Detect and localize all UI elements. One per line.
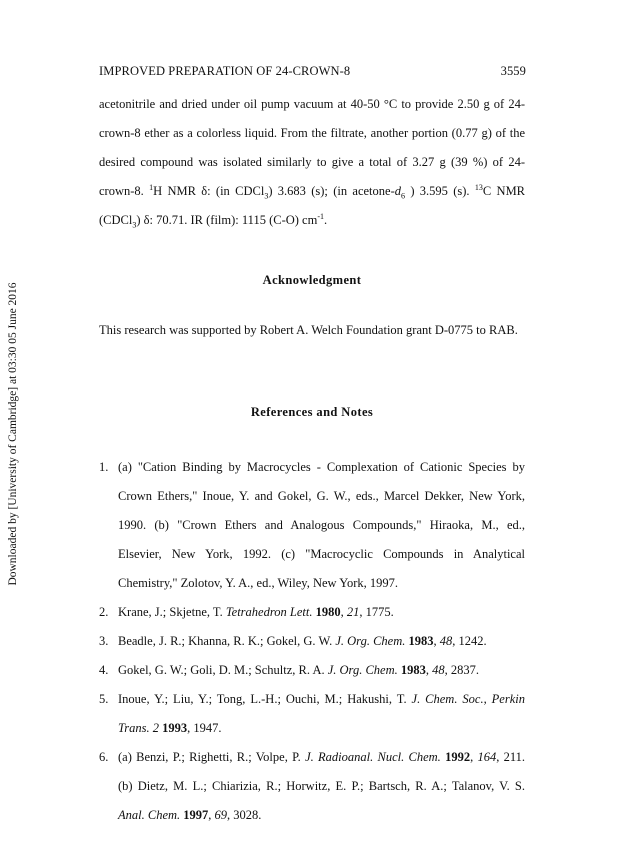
reference-item <box>99 656 525 685</box>
acknowledgment-text: This research was supported by Robert A. Welch Foundation grant D-0775 to RAB. <box>99 323 518 337</box>
reference-journal: Anal. Chem. <box>118 808 181 822</box>
reference-text: (a) Benzi, P.; Righetti, R.; Volpe, P. J. Radioanal. Nucl. Chem. 1992, 164, 211. (b) Dietz, M. L.; Chiarizia, R.; Horwitz, E. P.; Bartsch, R. A.; Talanov, V. S. Anal. Chem. 1997, 69, 3028. <box>118 750 526 822</box>
reference-text: Gokel, G. W.; Goli, D. M.; Schultz, R. A. J. Org. Chem. 1983, 48, 2837. <box>118 663 479 677</box>
acetone-d: d <box>394 184 401 198</box>
reference-authors: Inoue, Y.; Liu, Y.; Tong, L.-H.; Ouchi, M.; Hakushi, T. <box>118 692 412 706</box>
running-head-title: IMPROVED PREPARATION OF 24-CROWN-8 <box>99 64 351 78</box>
reference-pages: , 3028. <box>227 808 262 822</box>
reference-volume: 48 <box>439 634 453 648</box>
references-list <box>99 453 525 830</box>
reference-year: 1993 <box>162 721 188 735</box>
reference-journal: Tetrahedron Lett. <box>225 605 313 619</box>
reference-journal: J. Chem. Soc., Perkin Trans. 2 <box>118 692 525 735</box>
reference-authors: (a) Benzi, P.; Righetti, R.; Volpe, P. <box>118 750 306 764</box>
nmr-h-sup: 1 <box>149 182 154 192</box>
reference-volume: 48 <box>432 663 445 677</box>
acetone-d-sub: 6 <box>401 191 405 201</box>
reference-year: 1997 <box>183 808 209 822</box>
download-stamp <box>0 0 26 864</box>
reference-number: 6. <box>99 750 109 764</box>
reference-item <box>99 685 525 743</box>
reference-volume: 164 <box>477 750 497 764</box>
references-heading: References and Notes <box>250 405 374 419</box>
reference-year: 1980 <box>315 605 341 619</box>
reference-authors: Krane, J.; Skjetne, T. <box>118 605 226 619</box>
reference-item <box>99 743 525 830</box>
reference-item <box>99 598 525 627</box>
nmr-c-sup: 13 <box>474 182 483 192</box>
acknowledgment-heading: Acknowledgment <box>262 273 362 287</box>
reference-volume: 69 <box>214 808 228 822</box>
reference-authors: Beadle, J. R.; Khanna, R. K.; Gokel, G. W. <box>118 634 336 648</box>
nmr-h-rest2: ) 3.595 (s). <box>405 184 470 198</box>
reference-pages: , 211. <box>496 750 526 764</box>
reference-number: 1. <box>99 460 109 474</box>
cdcl-text: (CDCl <box>99 213 133 227</box>
experimental-text: acetonitrile and dried under oil pump vacuum at 40-50 °C to provide 2.50 g of 24-crown-8 ether as a colorless liquid. From the filtrate, another portion (0.77 g) of the desired compound was isolated similarly to give a total of 3.27 g (39 %) of 24-crown-8. <box>99 97 525 198</box>
download-stamp-text: Downloaded by [University of Cambridge] at 03:30 05 June 2016 <box>7 282 19 586</box>
reference-text: Beadle, J. R.; Khanna, R. K.; Gokel, G. W. J. Org. Chem. 1983, 48, 1242. <box>118 634 487 648</box>
reference-text: Krane, J.; Skjetne, T. Tetrahedron Lett. 1980, 21, 1775. <box>118 605 394 619</box>
nmr-h-sub: 3 <box>264 191 269 201</box>
reference-journal: J. Org. Chem. <box>335 634 406 648</box>
reference-volume: 21 <box>346 605 360 619</box>
reference-pages: , 1947. <box>187 721 222 735</box>
reference-authors: Gokel, G. W.; Goli, D. M.; Schultz, R. A. <box>118 663 328 677</box>
cdcl-sub: 3 <box>132 220 137 230</box>
reference-year: 1983 <box>408 634 434 648</box>
reference-pages: , 1775. <box>359 605 394 619</box>
nmr-h-rest: ) 3.683 (s); (in acetone- <box>268 184 395 198</box>
reference-number: 2. <box>99 605 109 619</box>
reference-journal: J. Org. Chem. <box>327 663 398 677</box>
running-head <box>99 64 526 79</box>
reference-year: 1983 <box>400 663 426 677</box>
reference-number: 5. <box>99 692 109 706</box>
reference-text: (a) "Cation Binding by Macrocycles - Complexation of Cationic Species by Crown Ethers," Inoue, Y. and Gokel, G. W., eds., Marcel Dekker, New York, 1990. (b) "Crown Ethers and Analogous Compounds," Hiraoka, M., ed., Elsevier, New York, 1992. (c) "Macrocyclic Compounds in Analytical Chemistry," Zolotov, Y. A., ed., Wiley, New York, 1997. <box>118 460 525 590</box>
reference-year: 1992 <box>445 750 471 764</box>
nmr-c-rest: ) δ: 70.71. IR (film): 1115 (C-O) cm <box>136 213 318 227</box>
reference-number: 3. <box>99 634 109 648</box>
reference-authors: (b) Dietz, M. L.; Chiarizia, R.; Horwitz, E. P.; Bartsch, R. A.; Talanov, V. S. <box>118 779 525 793</box>
experimental-end: . <box>324 213 328 227</box>
reference-number: 4. <box>99 663 109 677</box>
reference-item <box>99 453 525 598</box>
reference-journal: J. Radioanal. Nucl. Chem. <box>305 750 441 764</box>
reference-item <box>99 627 525 656</box>
reference-text <box>118 685 525 743</box>
page-number: 3559 <box>500 64 526 78</box>
experimental-paragraph <box>99 90 525 235</box>
reference-pages: , 2837. <box>444 663 479 677</box>
reference-pages: , 1242. <box>452 634 487 648</box>
nmr-c-text: C NMR <box>482 184 526 198</box>
nmr-h-text: H NMR δ: (in CDCl <box>153 184 265 198</box>
cm-sup: -1 <box>317 211 324 221</box>
